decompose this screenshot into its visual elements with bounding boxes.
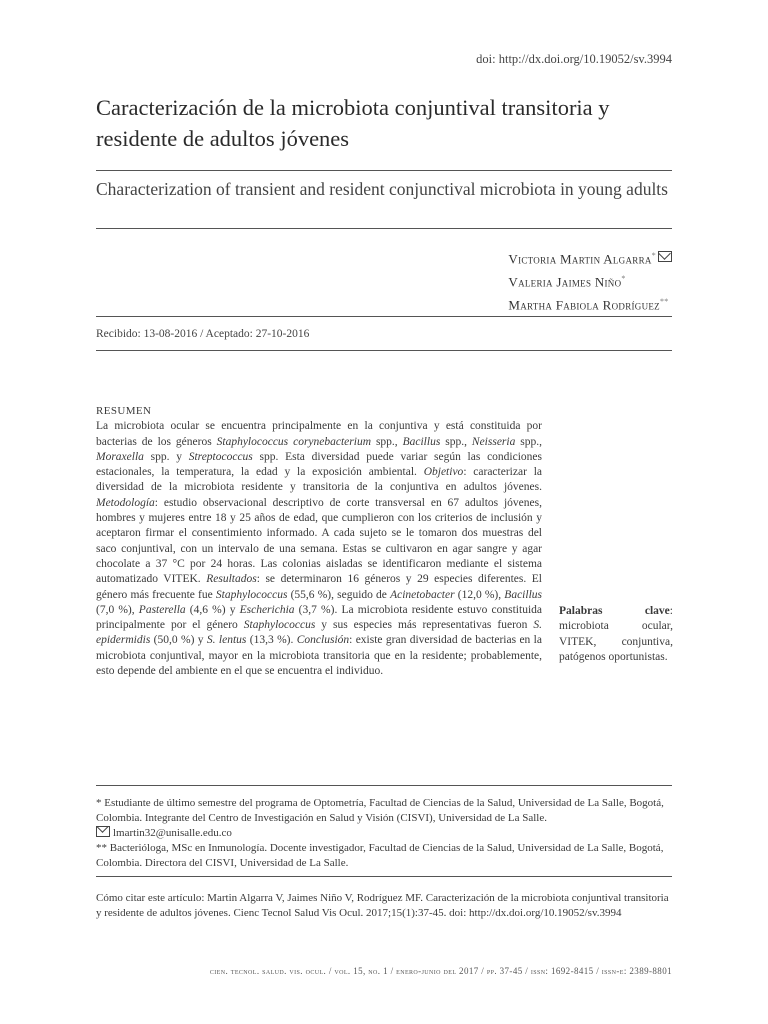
dates-divider-bottom — [96, 350, 672, 351]
abstract-text: (3,7 %). La microbiota residente estuvo constituida principalmente por el género — [96, 603, 542, 632]
author-2 — [508, 269, 672, 292]
footnote-email-line — [96, 826, 674, 841]
article-title-spanish: Caracterización de la microbiota conjuntival transitoria y residente de adultos jóvenes — [96, 95, 610, 151]
abstract-text: (50,0 %) y — [150, 634, 207, 647]
section-label-methodology: Metodología — [96, 496, 155, 509]
genus-name: Acinetobacter — [390, 588, 455, 601]
author-mark: ** — [659, 296, 669, 306]
author-3 — [508, 292, 672, 315]
genus-name: Staphylococcus — [243, 619, 316, 632]
abstract-text: spp. y — [143, 450, 189, 463]
author-mark: * — [621, 273, 626, 283]
abstract-text: spp. Esta diversidad puede variar según las condiciones estacionales, la temperatura, la edad y la exposición ambiental. — [96, 450, 542, 479]
section-label-conclusion: Conclusión — [296, 634, 350, 647]
footnotes-divider — [96, 785, 672, 786]
genus-name: Pasterella — [138, 603, 186, 616]
abstract-text: spp., — [440, 435, 472, 448]
abstract-text: : estudio observacional descriptivo de corte transversal en 67 adultos jóvenes, hombres y mujeres entre 18 y 25 años de edad, que cumplieron con los criterios de inclusión y aceptaron firmar el consentimiento informado. A cada sujeto se le tomaron dos muestras del saco conjuntival, con un intervalo de una semana. Estas se cultivaron en agar sangre y agar chocolate a 37 °C por 24 horas. Las colonias aisladas se identificaron mediante el sistema automatizado VITEK. — [96, 496, 542, 586]
envelope-icon[interactable] — [658, 251, 672, 262]
citation-divider — [96, 876, 672, 877]
author-list — [508, 246, 672, 314]
genus-name: Bacillus — [402, 435, 441, 448]
envelope-icon — [96, 826, 110, 837]
abstract-text: spp., — [371, 435, 403, 448]
species-name: S. lentus — [206, 634, 247, 647]
author-name: Victoria Martin Algarra — [508, 251, 652, 267]
abstract-text: (55,6 %), seguido de — [287, 588, 391, 601]
article-title-english: Characterization of transient and resident conjunctival microbiota in young adults — [96, 179, 668, 199]
abstract-text: : se determinaron 16 géneros y 29 especies diferentes. El género más frecuente fue — [96, 573, 543, 601]
title-divider-top — [96, 170, 672, 171]
genus-name: Bacillus — [504, 588, 542, 601]
author-name: Martha Fabiola Rodríguez — [508, 296, 660, 312]
section-label-objective: Objetivo — [423, 466, 464, 479]
doi-link[interactable]: doi: http://dx.doi.org/10.19052/sv.3994 — [476, 52, 672, 66]
abstract-text: : existe gran diversidad de bacterias en la microbiota conjuntival, mayor en la microbiota transitoria que en la residente; probablemente, esto depende del ambiente en el que se encuentra el individuo. — [96, 634, 542, 678]
dates-divider-top — [96, 316, 672, 317]
keywords-text: : microbiota ocular, VITEK, conjuntiva, patógenos oportunistas. — [559, 605, 673, 663]
genus-name: Streptococcus — [188, 450, 253, 463]
abstract-text: La microbiota ocular se encuentra principalmente en la conjuntiva y está constituida por bacterias de los géneros — [96, 420, 542, 448]
footnote-2: ** Bacterióloga, MSc en Inmunología. Docente investigador, Facultad de Ciencias de la Salud, Universidad de La Salle, Bogotá, Colombia. Directora del CISVI, Universidad de La Salle. — [96, 842, 664, 869]
author-name: Valeria Jaimes Niño — [508, 274, 622, 290]
journal-footer: cien. tecnol. salud. vis. ocul. / vol. 15, no. 1 / enero-junio del 2017 / pp. 37-45 / issn: 1692-8415 / issn-e: 2389-8801 — [209, 966, 672, 976]
genus-name: Neisseria — [471, 435, 516, 448]
author-email[interactable]: lmartin32@unisalle.edu.co — [113, 827, 232, 839]
keywords-label: Palabras clave — [559, 605, 670, 617]
abstract-text: y sus especies más representativas fueron — [315, 619, 534, 632]
genus-name: Escherichia — [239, 603, 295, 616]
genus-name: Staphylococcus — [215, 588, 288, 601]
keywords-block — [559, 604, 673, 665]
footnote-1: * Estudiante de último semestre del programa de Optometría, Facultad de Ciencias de la Salud, Universidad de La Salle, Bogotá, Colombia. Integrante del Centro de Investigación en Salud y Visión (CISVI), Universidad de La Salle. — [96, 797, 664, 824]
genus-name: Staphylococcus corynebacterium — [216, 435, 372, 448]
species-name: S. epidermidis — [96, 619, 542, 647]
abstract-text: (13,3 %). — [246, 634, 297, 647]
abstract-text: (7,0 %), — [96, 603, 139, 616]
footnotes — [96, 796, 674, 871]
genus-name: Moraxella — [96, 450, 144, 463]
abstract — [96, 404, 542, 679]
author-mark: * — [651, 251, 656, 260]
abstract-text: (12,0 %), — [454, 588, 505, 601]
abstract-heading: RESUMEN — [96, 405, 152, 417]
title-divider-bottom — [96, 228, 672, 229]
abstract-text: : caracterizar la diversidad de la microbiota residente y transitoria de la conjuntiva en adultos jóvenes. — [96, 466, 542, 494]
received-accepted-dates: Recibido: 13-08-2016 / Aceptado: 27-10-2016 — [96, 328, 310, 340]
abstract-text: spp., — [515, 435, 543, 448]
how-to-cite: Cómo citar este artículo: Martin Algarra V, Jaimes Niño V, Rodríguez MF. Caracterización de la microbiota conjuntival transitoria y residente de adultos jóvenes. Cienc Tecnol Salud Vis Ocul. 2017;15(1):37-45. doi: http://dx.doi.org/10.19052/sv.3994 — [96, 892, 669, 919]
author-1 — [508, 246, 672, 269]
abstract-text: (4,6 %) y — [185, 603, 240, 616]
section-label-results: Resultados — [206, 573, 257, 586]
